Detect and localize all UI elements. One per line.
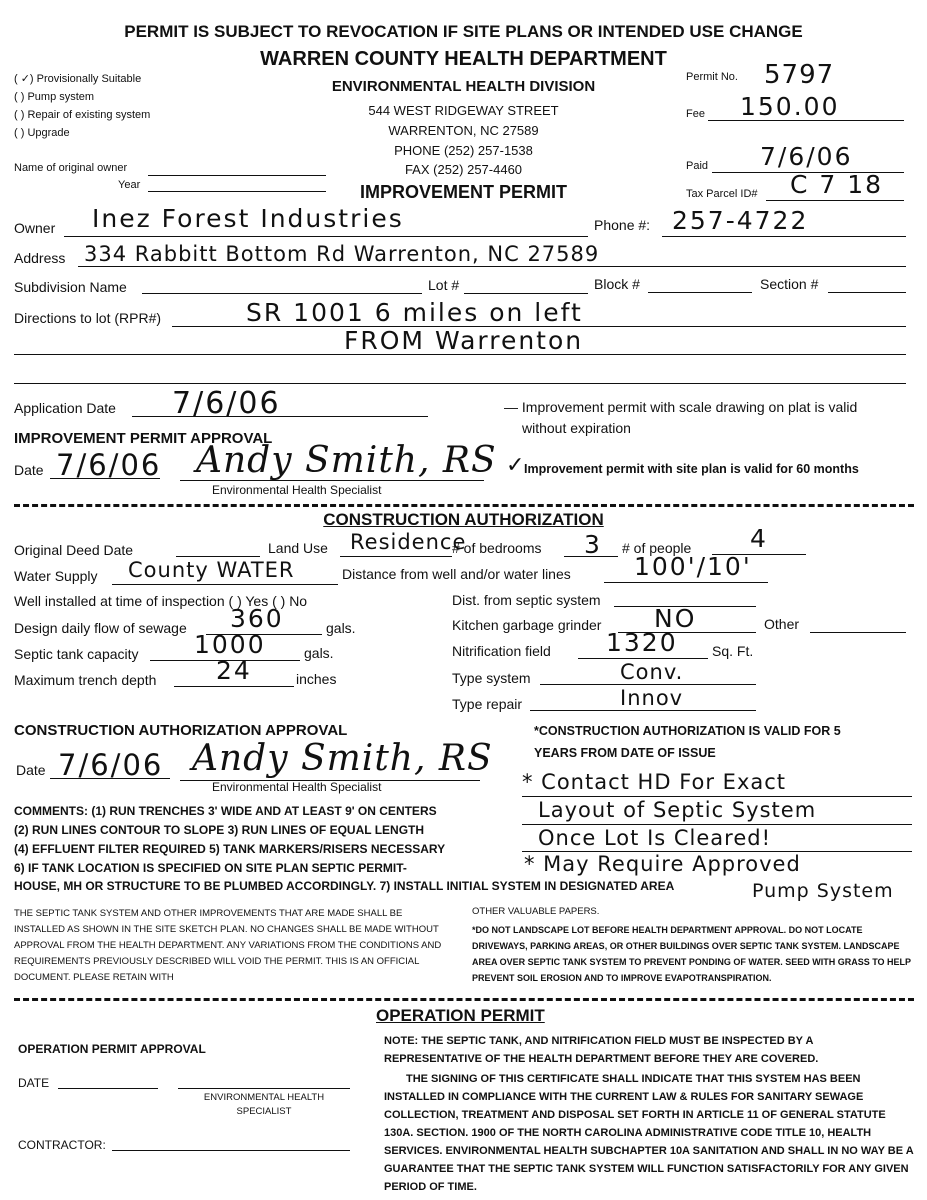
land-use-line	[340, 556, 452, 557]
fine-print-right-2: *DO NOT LANDSCAPE LOT BEFORE HEALTH DEPARTMENT APPROVAL. DO NOT LOCATE DRIVEWAYS, PARKING AREAS, OR OTHER BUILDINGS OVER SEPTIC TANK SYSTEM. LANDSCAPE AREA OVER SEPTIC TANK SYSTEM TO PREVENT PONDING OF WATER. SEED WITH GRASS TO HELP PREVENT SOIL EROSION AND TO IMPROVE EVAPOTRANSPIRATION.	[472, 925, 911, 983]
design-flow-value: 360	[230, 604, 284, 633]
ca-date-label: Date	[16, 762, 46, 778]
division-name: ENVIRONMENTAL HEALTH DIVISION	[331, 78, 596, 95]
operation-ehs-label-2: SPECIALIST	[236, 1106, 292, 1117]
ehs-label: Environmental Health Specialist	[212, 483, 382, 497]
type-repair-line	[530, 710, 756, 711]
phone-value: 257-4722	[672, 206, 809, 235]
operation-date-line[interactable]	[58, 1088, 158, 1089]
trench-depth-value: 24	[216, 656, 252, 685]
application-date-label: Application Date	[14, 400, 116, 416]
garbage-grinder-value: NO	[654, 604, 697, 633]
directions-value-2: FROM Warrenton	[344, 326, 584, 355]
form-title: IMPROVEMENT PERMIT	[359, 182, 567, 202]
operation-ehs-label: ENVIRONMENTAL HEALTH	[203, 1092, 325, 1103]
nitrification-label: Nitrification field	[452, 643, 551, 659]
owner-label: Owner	[14, 220, 56, 236]
trench-depth-unit: inches	[296, 671, 337, 687]
approval-date-label: Date	[14, 462, 44, 478]
operation-date-label: DATE	[18, 1076, 50, 1090]
address-line-2: WARRENTON, NC 27589	[388, 123, 539, 138]
operation-approval-heading: OPERATION PERMIT APPROVAL	[18, 1042, 206, 1056]
valid-plat-text: — Improvement permit with scale drawing on plat is valid	[504, 399, 858, 415]
note-rule-2	[522, 824, 912, 825]
address-line-1: 544 WEST RIDGEWAY STREET	[368, 103, 559, 118]
distance-well-label: Distance from well and/or water lines	[342, 566, 571, 582]
directions-label: Directions to lot (RPR#)	[14, 310, 162, 326]
design-flow-unit: gals.	[326, 620, 356, 636]
contractor-line[interactable]	[112, 1150, 350, 1151]
land-use-value: Residence	[350, 530, 467, 554]
original-owner-label: Name of original owner	[14, 162, 128, 174]
block-line[interactable]	[648, 292, 752, 293]
subdivision-label: Subdivision Name	[14, 279, 127, 295]
checkbox-pump-system[interactable]: ( ) Pump system	[14, 91, 95, 103]
permit-no-value: 5797	[764, 60, 835, 90]
improvement-signature: Andy Smith, RS	[196, 440, 497, 481]
application-date-value: 7/6/06	[172, 386, 281, 421]
approval-date-value: 7/6/06	[56, 448, 162, 482]
comments-line-5: HOUSE, MH OR STRUCTURE TO BE PLUMBED ACCORDINGLY. 7) INSTALL INITIAL SYSTEM IN DESIGNATED AREA	[14, 879, 675, 893]
original-deed-line[interactable]	[176, 556, 260, 557]
original-owner-line[interactable]	[148, 175, 326, 176]
type-repair-label: Type repair	[452, 696, 523, 712]
garbage-grinder-label: Kitchen garbage grinder	[452, 617, 602, 633]
original-deed-label: Original Deed Date	[14, 542, 134, 558]
year-label: Year	[118, 179, 141, 191]
year-line[interactable]	[148, 191, 326, 192]
comments-line-4: 6) IF TANK LOCATION IS SPECIFIED ON SITE PLAN SEPTIC PERMIT-	[14, 861, 407, 875]
ca-valid-text: *CONSTRUCTION AUTHORIZATION IS VALID FOR 5	[534, 724, 841, 738]
comments-line-2: (2) RUN LINES CONTOUR TO SLOPE 3) RUN LINES OF EQUAL LENGTH	[14, 823, 425, 837]
ca-signature: Andy Smith, RS	[192, 738, 493, 779]
improvement-approval-heading: IMPROVEMENT PERMIT APPROVAL	[14, 430, 273, 447]
well-installed-label[interactable]: Well installed at time of inspection ( ) Yes ( ) No	[14, 593, 308, 609]
lot-label: Lot #	[428, 277, 460, 293]
construction-heading: CONSTRUCTION AUTHORIZATION	[323, 510, 604, 529]
fine-print-right-1: OTHER VALUABLE PAPERS.	[472, 906, 600, 917]
tank-capacity-unit: gals.	[304, 645, 334, 661]
checkbox-provisionally-suitable[interactable]: ( ✓) Provisionally Suitable	[14, 73, 142, 85]
people-label: # of people	[622, 540, 692, 556]
bedrooms-value: 3	[584, 530, 602, 559]
type-repair-value: Innov	[620, 686, 684, 710]
note-rule-1	[522, 796, 912, 797]
ca-valid-text-2: YEARS FROM DATE OF ISSUE	[534, 746, 716, 760]
valid-plat-text-2: without expiration	[522, 420, 631, 436]
operation-text: THE SIGNING OF THIS CERTIFICATE SHALL INDICATE THAT THIS SYSTEM HAS BEEN INSTALLED IN COMPLIANCE WITH THE CURRENT LAW & RULES FOR SANITARY SEWAGE COLLECTION, TREATMENT AND DISPOSAL SET FORTH IN ARTICLE 11 OF GENERAL STATUTE 130A. SECTION. 1900 OF THE NORTH CAROLINA ADMINISTRATIVE CODE TITLE 10, HEALTH SERVICES. ENVIRONMENTAL HEALTH SUBCHAPTER 10A SANITATION AND SHALL IN NO WAY BE A GUARANTEE THAT THE SEPTIC TANK SYSTEM WILL FUNCTION SATISFACTORILY FOR ANY GIVEN PERIOD OF TIME.	[384, 1073, 914, 1193]
lot-line[interactable]	[464, 293, 588, 294]
note-line-5: Pump System	[752, 880, 894, 902]
tax-parcel-line	[766, 200, 904, 201]
comments-line-3: (4) EFFLUENT FILTER REQUIRED 5) TANK MARKERS/RISERS NECESSARY	[14, 842, 446, 856]
section-divider-2	[14, 998, 914, 1001]
address-line	[78, 266, 906, 267]
fine-print-left: THE SEPTIC TANK SYSTEM AND OTHER IMPROVEMENTS THAT ARE MADE SHALL BE INSTALLED AS SHOWN IN THE SITE SKETCH PLAN. NO CHANGES SHALL BE MADE WITHOUT APPROVAL FROM THE HEALTH DEPARTMENT. ANY VARIATIONS FROM THE CONDITIONS AND REQUIREMENTS PREVIOUSLY DESCRIBED WILL VOID THE PERMIT. THIS IS AN OFFICIAL DOCUMENT. PLEASE RETAIN WITH	[14, 908, 442, 983]
department-name: WARREN COUNTY HEALTH DEPARTMENT	[260, 48, 667, 70]
tax-parcel-label: Tax Parcel ID#	[686, 188, 758, 200]
type-system-line	[540, 684, 756, 685]
operation-note: NOTE: THE SEPTIC TANK, AND NITRIFICATION FIELD MUST BE INSPECTED BY A REPRESENTATIVE OF THE HEALTH DEPARTMENT BEFORE THEY ARE COVERED.	[384, 1035, 819, 1065]
paid-label: Paid	[686, 160, 709, 172]
bedrooms-label: # of bedrooms	[452, 540, 542, 556]
owner-line	[64, 236, 588, 237]
water-supply-line	[112, 584, 338, 585]
design-flow-label: Design daily flow of sewage	[14, 620, 187, 636]
checkbox-upgrade[interactable]: ( ) Upgrade	[14, 127, 70, 139]
water-supply-label: Water Supply	[14, 568, 98, 584]
address-line-3: PHONE (252) 257-1538	[394, 143, 533, 158]
address-value: 334 Rabbitt Bottom Rd Warrenton, NC 27589	[84, 242, 600, 266]
other-line[interactable]	[810, 632, 906, 633]
block-label: Block #	[594, 276, 640, 292]
trench-depth-label: Maximum trench depth	[14, 672, 157, 688]
checkmark-icon: ✓	[506, 452, 525, 477]
section-line[interactable]	[828, 292, 906, 293]
ca-ehs-label: Environmental Health Specialist	[212, 780, 382, 794]
type-system-label: Type system	[452, 670, 531, 686]
tank-capacity-label: Septic tank capacity	[14, 646, 139, 662]
section-divider-1	[14, 504, 914, 507]
note-line-4: * May Require Approved	[524, 852, 801, 876]
tank-capacity-value: 1000	[194, 630, 266, 659]
other-label: Other	[764, 616, 800, 632]
ca-date-value: 7/6/06	[58, 748, 164, 782]
phone-label: Phone #:	[594, 217, 651, 233]
note-line-2: Layout of Septic System	[538, 798, 817, 822]
water-supply-value: County WATER	[128, 558, 295, 582]
land-use-label: Land Use	[268, 540, 328, 556]
fee-value: 150.00	[740, 92, 840, 121]
phone-line	[662, 236, 906, 237]
contractor-label: CONTRACTOR:	[18, 1138, 106, 1152]
dist-septic-label: Dist. from septic system	[452, 592, 601, 608]
ca-approval-heading: CONSTRUCTION AUTHORIZATION APPROVAL	[14, 722, 348, 739]
checkbox-repair-existing[interactable]: ( ) Repair of existing system	[14, 109, 151, 121]
tax-parcel-value: C 7 18	[790, 170, 884, 199]
people-value: 4	[750, 524, 768, 553]
operation-ehs-line[interactable]	[178, 1088, 350, 1089]
note-line-3: Once Lot Is Cleared!	[538, 826, 772, 850]
address-line-4: FAX (252) 257-4460	[404, 162, 523, 177]
section-label: Section #	[760, 276, 819, 292]
directions-line-3[interactable]	[14, 383, 906, 384]
directions-value-1: SR 1001 6 miles on left	[246, 298, 583, 327]
trench-depth-line	[174, 686, 294, 687]
nitrification-value: 1320	[606, 628, 678, 657]
subdivision-line[interactable]	[142, 293, 422, 294]
comments-line-1: COMMENTS: (1) RUN TRENCHES 3' WIDE AND AT LEAST 9' ON CENTERS	[14, 804, 437, 818]
type-system-value: Conv.	[620, 660, 684, 684]
valid-60-text: Improvement permit with site plan is valid for 60 months	[524, 462, 859, 476]
nitrification-unit: Sq. Ft.	[712, 643, 754, 659]
revocation-notice: PERMIT IS SUBJECT TO REVOCATION IF SITE PLANS OR INTENDED USE CHANGE	[124, 22, 803, 41]
fee-label: Fee	[686, 108, 705, 120]
distance-well-value: 100'/10'	[634, 552, 752, 581]
address-label: Address	[14, 250, 66, 266]
note-line-1: * Contact HD For Exact	[522, 770, 787, 794]
owner-value: Inez Forest Industries	[92, 204, 404, 233]
nitrification-line	[578, 658, 708, 659]
permit-no-label: Permit No.	[686, 71, 738, 83]
distance-well-line	[604, 582, 768, 583]
paid-value: 7/6/06	[760, 142, 853, 171]
operation-heading: OPERATION PERMIT	[376, 1006, 545, 1025]
